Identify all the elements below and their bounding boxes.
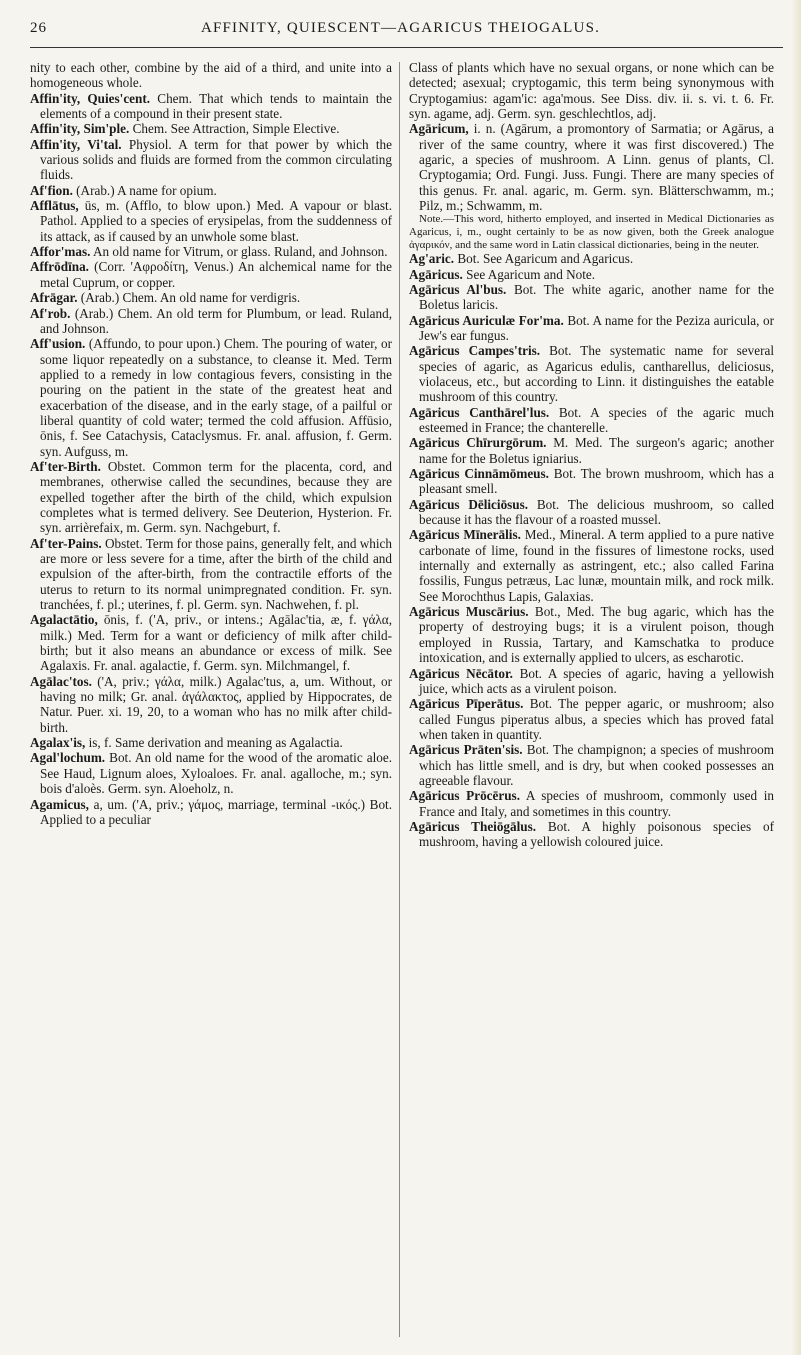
dictionary-entry (409, 604, 774, 665)
dictionary-entry (30, 244, 392, 259)
entry-text: Chem. That which tends to maintain the elements of a compound in their present state. (40, 90, 392, 122)
entry-headword: Agāricus Nēcātor. (409, 665, 513, 681)
entry-headword: Affin'ity, Quies'cent. (30, 90, 151, 106)
entry-headword: Agāricus. (409, 266, 463, 282)
entry-text: ōnis, f. ('Α, priv., or intens.; Agālac'tia, æ, f. γάλα, milk.) Med. Term for a want or deficiency of milk after child-birth; but it also means an abundance or excess of milk. See Agalaxis. Fr. anal. agalactie, f. Germ. syn. Milchmangel, f. (40, 612, 392, 674)
entry-text: Bot. See Agaricum and Agaricus. (454, 251, 634, 267)
entry-headword: Aff'usion. (30, 336, 86, 352)
entry-headword: Ag'aric. (409, 251, 455, 267)
dictionary-entry (30, 121, 392, 136)
entry-text: Bot. The brown mushroom, which has a pleasant smell. (419, 466, 774, 497)
entry-text: (Arab.) Chem. An old term for Plumbum, or lead. Ruland, and Johnson. (40, 305, 392, 336)
dictionary-entry (409, 313, 774, 344)
entry-headword: Afrāgar. (30, 290, 78, 306)
entry-headword: Af'ter-Pains. (30, 535, 102, 551)
entry-text: See Agaricum and Note. (462, 266, 596, 282)
dictionary-entry (409, 405, 774, 436)
dictionary-entry (409, 696, 774, 742)
dictionary-entry (409, 267, 774, 282)
entry-text: Med., Mineral. A term applied to a pure native carbonate of lime, found in the fissures of limestone rocks, used internally and externally as astringent, etc.; also called Farina fossilis, Fungus petræus, Lac lunæ, mountain milk, and rock milk. See Morochthus Lapis, Galaxias. (419, 527, 774, 604)
entry-headword: Af'fion. (30, 182, 73, 198)
dictionary-entry (409, 497, 774, 528)
dictionary-entry (409, 666, 774, 697)
page-header (0, 18, 801, 48)
dictionary-entry (409, 527, 774, 604)
entry-text: (Arab.) Chem. An old name for verdigris. (77, 290, 301, 306)
entry-headword: Agālac'tos. (30, 673, 92, 689)
entry-text: Bot. A highly poisonous species of mushroom, having a yellowish coloured juice. (419, 818, 774, 850)
entry-headword: Agāricus Chīrurgōrum. (409, 435, 547, 451)
column-divider (399, 62, 400, 1337)
entry-text: Bot. A species of the agaric much esteemed in France; the chanterelle. (419, 404, 774, 435)
entry-text: Bot. The systematic name for several species of agaric, as Agaricus edulis, cantharellus, deliciosus, violaceus, etc., but according to Linn. it distinguishes the eatable mushroom of this country. (419, 343, 774, 405)
entry-text: (Corr. 'Αφροδίτη, Venus.) An alchemical name for the metal Cuprum, or copper. (40, 259, 392, 290)
entry-headword: Agāricus Campes'tris. (409, 343, 541, 359)
entry-headword: Affor'mas. (30, 244, 91, 260)
entry-text: An old name for Vitrum, or glass. Ruland, and Johnson. (90, 244, 388, 260)
entry-text: ūs, m. (Afflo, to blow upon.) Med. A vapour or blast. Pathol. Applied to a species of erysipelas, from the suddenness of its attack, as if caused by an unwhole some blast. (40, 198, 392, 244)
entry-text: (Arab.) A name for opium. (72, 182, 217, 198)
header-rule (30, 47, 783, 48)
entry-text: Class of plants which have no sexual organs, or none which can be detected; asexual; cryptogamic, this term being synonymous with Cryptogamius: agam'ic: aga'mous. See Diss. div. ii. s. vi. t. 6. Fr. syn. agame, adj. Germ. syn. geschlechtlos, adj. (409, 60, 774, 122)
page-number: 26 (30, 20, 47, 36)
entry-headword: Affrōdīna. (30, 259, 89, 275)
entry-text: Bot. The delicious mushroom, so called because it has the flavour of a roasted mussel. (419, 496, 774, 528)
dictionary-entry (30, 459, 392, 536)
dictionary-entry (409, 742, 774, 788)
dictionary-entry (409, 788, 774, 819)
dictionary-entry (409, 60, 774, 121)
dictionary-entry (30, 290, 392, 305)
dictionary-entry (409, 251, 774, 266)
page-edge (791, 0, 801, 1355)
entry-headword: Affin'ity, Sim'ple. (30, 121, 130, 137)
running-title: AFFINITY, QUIESCENT—AGARICUS THEIOGALUS. (200, 20, 601, 36)
entry-headword: Agāricus Dēliciōsus. (409, 496, 529, 512)
left-column (30, 60, 392, 827)
entry-text: Bot. An old name for the wood of the aromatic aloe. See Haud, Lignum aloes, Xyloaloes. Fr. anal. agalloche, m.; syn. bois d'aloès. Germ. syn. Aloeholz, n. (40, 750, 392, 797)
entry-headword: Agāricus Al'bus. (409, 281, 507, 297)
dictionary-entry (30, 612, 392, 673)
entry-text: Bot. The champignon; a species of mushroom which has little smell, and is dry, but when cooked possesses an agreeable flavour. (419, 742, 774, 788)
dictionary-entry (30, 137, 392, 183)
dictionary-entry (30, 750, 392, 796)
entry-headword: Agāricus Prōcērus. (409, 788, 520, 804)
dictionary-entry (409, 343, 774, 404)
entry-text: Bot., Med. The bug agaric, which has the property of destroying bugs; it is a virulent poison, though employed in Russia, Tartary, and Kamschatka to produce intoxication, and is externally applied to ulcers, as escharotic. (419, 604, 774, 666)
entry-text: Bot. A name for the Peziza auricula, or Jew's ear fungus. (419, 312, 774, 343)
entry-text: Obstet. Common term for the placenta, cord, and membranes, otherwise called the secundines, because they are expelled together after the birth of the child, which expulsion completes what is termed delivery. See Deuterion, Hysterion. Fr. syn. arrièrefaix, m. Germ. syn. Nachgeburt, f. (40, 458, 392, 536)
entry-text: Chem. See Attraction, Simple Elective. (129, 121, 340, 137)
entry-headword: Agāricus Theiōgālus. (409, 818, 537, 834)
dictionary-entry (409, 121, 774, 213)
entry-text: A species of mushroom, commonly used in France and Italy, and sometimes in this country. (419, 788, 775, 819)
entry-headword: Af'rob. (30, 305, 71, 321)
entry-headword: Agāricus Mīnerālis. (409, 527, 521, 543)
entry-text: a, um. ('A, priv.; γάμος, marriage, terminal -ικός.) Bot. Applied to a peculiar (40, 796, 392, 827)
entry-headword: Agāricus Prāten'sis. (409, 742, 523, 758)
dictionary-entry (30, 797, 392, 828)
entry-text: Bot. The white agaric, another name for the Boletus laricis. (419, 281, 774, 313)
entry-headword: Agāricus Pīperātus. (409, 696, 524, 712)
entry-headword: Agāricus Muscārius. (409, 604, 529, 620)
entry-headword: Agal'lochum. (30, 750, 106, 766)
dictionary-entry (30, 60, 392, 91)
entry-text: nity to each other, combine by the aid of a third, and unite into a homogeneous whole. (30, 60, 392, 91)
entry-headword: Af'ter-Birth. (30, 458, 101, 474)
right-column (409, 60, 774, 850)
entry-headword: Agāricus Auriculæ For'ma. (409, 312, 564, 328)
dictionary-entry (409, 282, 774, 313)
entry-headword: Agāricus Canthārel'lus. (409, 404, 550, 420)
entry-headword: Agalactātio, (30, 612, 98, 628)
dictionary-entry (30, 259, 392, 290)
dictionary-entry (30, 674, 392, 735)
dictionary-entry (30, 91, 392, 122)
entry-headword: Agāricus Cinnāmōmeus. (409, 466, 549, 482)
dictionary-note: Note.—This word, hitherto employed, and inserted in Medical Dictionaries as Agaricus, i, m., ought certainly to be as now given, both the Greek analogue ἀγαρικόν, and the same word in Latin classical dictionaries, being in the neuter. (409, 213, 774, 251)
entry-headword: Afflātus, (30, 198, 79, 214)
entry-text: Bot. The pepper agaric, or mushroom; also called Fungus piperatus albus, a species which has proved fatal when taken in quantity. (419, 696, 774, 742)
entry-text: is, f. Same derivation and meaning as Agalactia. (85, 735, 343, 751)
dictionary-entry (30, 336, 392, 459)
entry-headword: Agamicus, (30, 796, 89, 812)
entry-headword: Agalax'is, (30, 735, 86, 751)
dictionary-entry (30, 306, 392, 337)
dictionary-entry (409, 435, 774, 466)
dictionary-entry (409, 466, 774, 497)
dictionary-entry (30, 536, 392, 613)
dictionary-entry (30, 183, 392, 198)
entry-headword: Affin'ity, Vi'tal. (30, 136, 122, 152)
entry-text: (Affundo, to pour upon.) Chem. The pouring of water, or some liquor repeatedly on a substance, to cleanse it. Med. Term applied to a remedy in low contagious fevers, consisting in the pouring on the patient in the state of the greatest heat and exacerbation of the disease, and in the early stage, of a pailful or liberal quantity of cold water; termed the cold affusion. Affūsio, ōnis, f. See Catachysis, Cataclysmus. Fr. anal. affusion, f. Germ. syn. Aufguss, m. (40, 336, 392, 459)
entry-text: Physiol. A term for that power by which the various solids and fluids are formed from the common circulating fluids. (40, 136, 392, 183)
dictionary-entry (30, 735, 392, 750)
entry-text: Obstet. Term for those pains, generally felt, and which are more or less severe for a time, after the birth of the child and expulsion of the after-birth, from the contractile efforts of the uterus to return to its normal unimpregnated condition. Fr. syn. tranchées, f. pl.; uterines, f. pl. Germ. syn. Nachwehen, f. pl. (40, 535, 392, 613)
entry-text: M. Med. The surgeon's agaric; another name for the Boletus igniarius. (419, 435, 774, 466)
entry-text: Bot. A species of agaric, having a yellowish juice, which acts as a virulent poison. (419, 665, 774, 696)
entry-text: ('A, priv.; γάλα, milk.) Agalac'tus, a, um. Without, or having no milk; Gr. anal. ἀγάλακτος, applied by Hippocrates, de Natur. Puer. xi. 19, 20, to a woman who has no milk after child-birth. (40, 673, 392, 735)
dictionary-entry (409, 819, 774, 850)
dictionary-entry (30, 198, 392, 244)
entry-text: i. n. (Agārum, a promontory of Sarmatia; or Agārus, a river of the same country, where it was first discovered.) The agaric, a species of mushroom. A Linn. genus of plants, Cl. Cryptogamia; Ord. Fungi. Juss. Fungi. There are many species of this genus. Fr. anal. agaric, m. Germ. syn. Blätterschwamm, m.; Pilz, m.; Schwamm, m. (419, 121, 774, 214)
entry-headword: Agāricum, (409, 121, 469, 137)
